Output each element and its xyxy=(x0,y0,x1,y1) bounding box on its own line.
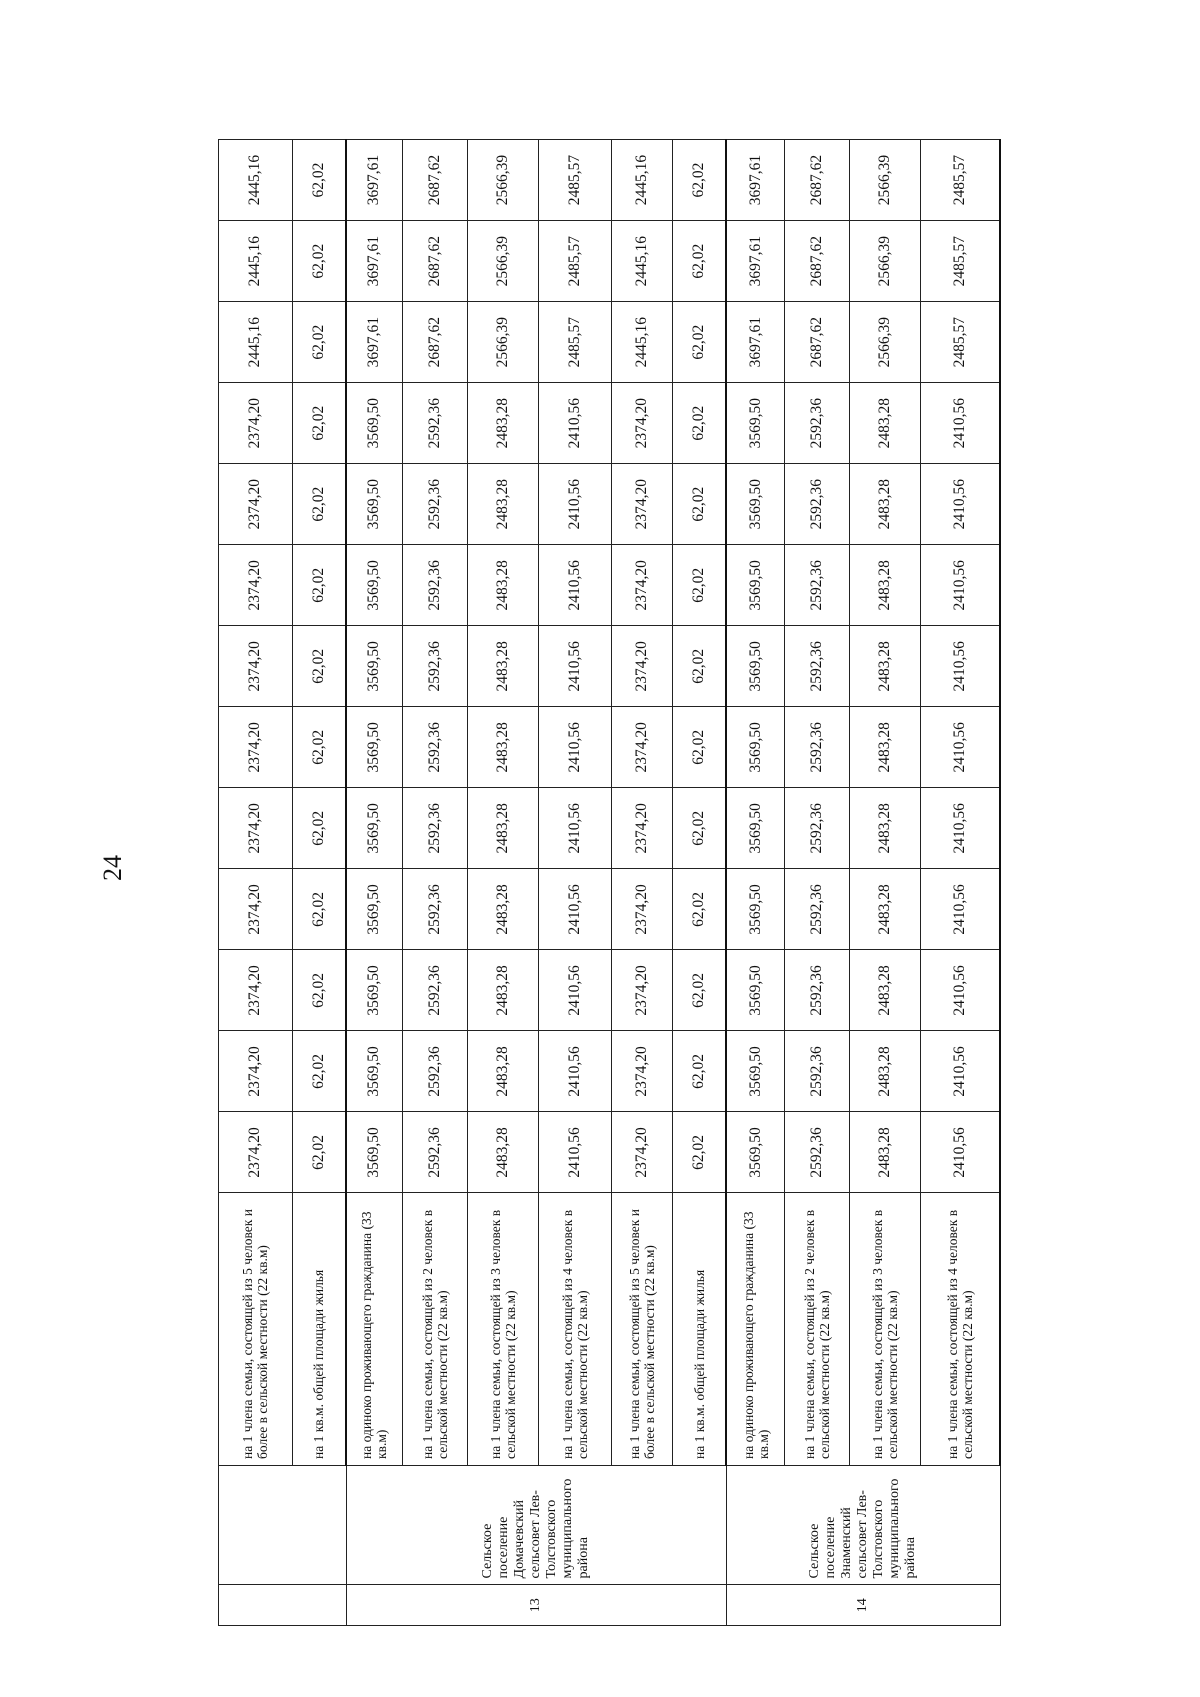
value-cell: 2374,20 xyxy=(219,545,293,626)
value-cell: 2374,20 xyxy=(612,464,673,545)
value-cell: 3697,61 xyxy=(346,140,402,221)
value-cell: 62,02 xyxy=(672,302,726,383)
value-cell: 3569,50 xyxy=(346,869,402,950)
value-cell: 62,02 xyxy=(292,626,346,707)
value-cell: 2592,36 xyxy=(402,626,467,707)
value-cell: 2445,16 xyxy=(612,140,673,221)
value-cell: 2410,56 xyxy=(538,545,612,626)
value-cell: 2410,56 xyxy=(921,545,1000,626)
value-cell: 2687,62 xyxy=(785,140,850,221)
row-label: на 1 члена семьи, состоящей из 5 человек и более в сельской местности (22 кв.м) xyxy=(612,1193,673,1465)
value-cell: 3569,50 xyxy=(346,464,402,545)
value-cell: 3697,61 xyxy=(346,221,402,302)
value-cell: 2445,16 xyxy=(219,302,293,383)
value-cell: 2592,36 xyxy=(402,464,467,545)
row-label: на 1 члена семьи, состоящей из 5 человек и более в сельской местности (22 кв.м) xyxy=(219,1193,293,1465)
value-cell: 62,02 xyxy=(672,707,726,788)
value-cell: 2374,20 xyxy=(219,869,293,950)
value-cell: 2410,56 xyxy=(921,788,1000,869)
value-cell: 2687,62 xyxy=(402,140,467,221)
row-label: на 1 члена семьи, состоящей из 2 человек в сельской местности (22 кв.м) xyxy=(402,1193,467,1465)
value-cell: 2374,20 xyxy=(612,788,673,869)
value-cell: 3569,50 xyxy=(346,626,402,707)
value-cell: 62,02 xyxy=(292,788,346,869)
row-label: на 1 кв.м. общей площади жилья xyxy=(292,1193,346,1465)
value-cell: 2592,36 xyxy=(402,707,467,788)
value-cell: 62,02 xyxy=(292,302,346,383)
value-cell: 2687,62 xyxy=(785,302,850,383)
value-cell: 2410,56 xyxy=(538,869,612,950)
value-cell: 2592,36 xyxy=(785,383,850,464)
value-cell: 3569,50 xyxy=(346,1112,402,1193)
table-row xyxy=(346,140,402,1626)
value-cell: 62,02 xyxy=(672,383,726,464)
value-cell: 62,02 xyxy=(672,464,726,545)
value-cell: 2374,20 xyxy=(219,1031,293,1112)
page-number: 24 xyxy=(98,855,127,881)
value-cell: 62,02 xyxy=(292,545,346,626)
row-label: на 1 члена семьи, состоящей из 3 человек в сельской местности (22 кв.м) xyxy=(467,1193,538,1465)
value-cell: 2410,56 xyxy=(921,1112,1000,1193)
value-cell: 2592,36 xyxy=(402,788,467,869)
value-cell: 2483,28 xyxy=(467,464,538,545)
table-row xyxy=(672,140,726,1626)
value-cell: 62,02 xyxy=(292,464,346,545)
value-cell: 62,02 xyxy=(292,1031,346,1112)
value-cell: 62,02 xyxy=(292,869,346,950)
table-row xyxy=(785,140,850,1626)
tariff-table-wrapper xyxy=(218,139,1001,1626)
value-cell: 3569,50 xyxy=(346,545,402,626)
value-cell: 2374,20 xyxy=(612,707,673,788)
value-cell: 3569,50 xyxy=(346,950,402,1031)
value-cell: 2445,16 xyxy=(612,221,673,302)
table-row xyxy=(726,140,784,1626)
settlement-name: Сельское поселение Домачевский сельсовет Лев-Толстовского муниципального района xyxy=(346,1465,726,1585)
value-cell: 2566,39 xyxy=(850,302,921,383)
row-label: на 1 члена семьи, состоящей из 4 человек в сельской местности (22 кв.м) xyxy=(538,1193,612,1465)
value-cell: 2485,57 xyxy=(921,302,1000,383)
value-cell: 2485,57 xyxy=(538,221,612,302)
value-cell: 2374,20 xyxy=(612,869,673,950)
value-cell: 62,02 xyxy=(672,626,726,707)
value-cell: 2483,28 xyxy=(850,383,921,464)
value-cell: 3569,50 xyxy=(726,1031,784,1112)
value-cell: 62,02 xyxy=(292,221,346,302)
value-cell: 2687,62 xyxy=(785,221,850,302)
value-cell: 3569,50 xyxy=(726,626,784,707)
table-row xyxy=(612,140,673,1626)
value-cell: 62,02 xyxy=(292,707,346,788)
value-cell: 2483,28 xyxy=(850,869,921,950)
value-cell: 2410,56 xyxy=(538,950,612,1031)
value-cell: 2410,56 xyxy=(538,707,612,788)
value-cell: 3569,50 xyxy=(726,383,784,464)
table-row xyxy=(467,140,538,1626)
value-cell: 2374,20 xyxy=(612,950,673,1031)
value-cell: 2687,62 xyxy=(402,221,467,302)
value-cell: 2566,39 xyxy=(467,302,538,383)
value-cell: 2410,56 xyxy=(921,950,1000,1031)
value-cell: 2374,20 xyxy=(219,464,293,545)
value-cell: 2592,36 xyxy=(402,950,467,1031)
value-cell: 2687,62 xyxy=(402,302,467,383)
value-cell: 3569,50 xyxy=(726,464,784,545)
value-cell: 2485,57 xyxy=(921,140,1000,221)
value-cell: 3569,50 xyxy=(726,869,784,950)
value-cell: 2485,57 xyxy=(921,221,1000,302)
value-cell: 2374,20 xyxy=(612,1031,673,1112)
value-cell: 2483,28 xyxy=(467,1031,538,1112)
value-cell: 2410,56 xyxy=(921,383,1000,464)
table-row xyxy=(219,140,293,1626)
value-cell: 2483,28 xyxy=(850,1031,921,1112)
value-cell: 2592,36 xyxy=(402,1112,467,1193)
value-cell: 2374,20 xyxy=(612,1112,673,1193)
value-cell: 3569,50 xyxy=(726,545,784,626)
value-cell: 2410,56 xyxy=(538,464,612,545)
value-cell: 3697,61 xyxy=(346,302,402,383)
value-cell: 2483,28 xyxy=(467,788,538,869)
tariff-table xyxy=(218,139,1001,1626)
value-cell: 2410,56 xyxy=(538,383,612,464)
value-cell: 2410,56 xyxy=(538,1112,612,1193)
value-cell: 2483,28 xyxy=(850,464,921,545)
settlement-name: Сельское поселение Знаменский сельсовет Лев-Толстовского муниципального района xyxy=(726,1465,1000,1585)
value-cell: 62,02 xyxy=(672,140,726,221)
value-cell: 2592,36 xyxy=(402,1031,467,1112)
value-cell: 2483,28 xyxy=(850,707,921,788)
value-cell: 2483,28 xyxy=(467,950,538,1031)
row-label: на 1 члена семьи, состоящей из 4 человек в сельской местности (22 кв.м) xyxy=(921,1193,1000,1465)
value-cell: 62,02 xyxy=(672,545,726,626)
value-cell: 2485,57 xyxy=(538,302,612,383)
group-index: 13 xyxy=(346,1585,726,1626)
value-cell: 2483,28 xyxy=(850,545,921,626)
value-cell: 3697,61 xyxy=(726,302,784,383)
value-cell: 2592,36 xyxy=(785,464,850,545)
value-cell: 2374,20 xyxy=(219,1112,293,1193)
value-cell: 2592,36 xyxy=(785,626,850,707)
value-cell: 2483,28 xyxy=(850,788,921,869)
value-cell: 2566,39 xyxy=(467,221,538,302)
value-cell: 2374,20 xyxy=(612,383,673,464)
table-row xyxy=(538,140,612,1626)
table-row xyxy=(921,140,1000,1626)
value-cell: 2592,36 xyxy=(785,869,850,950)
value-cell: 2445,16 xyxy=(612,302,673,383)
group-index: 14 xyxy=(726,1585,1000,1626)
value-cell: 3569,50 xyxy=(726,788,784,869)
row-label: на 1 члена семьи, состоящей из 3 человек в сельской местности (22 кв.м) xyxy=(850,1193,921,1465)
value-cell: 2566,39 xyxy=(850,140,921,221)
value-cell: 2374,20 xyxy=(612,545,673,626)
value-cell: 2592,36 xyxy=(402,545,467,626)
value-cell: 2374,20 xyxy=(219,383,293,464)
value-cell: 2592,36 xyxy=(785,950,850,1031)
value-cell: 2374,20 xyxy=(219,707,293,788)
table-row xyxy=(402,140,467,1626)
value-cell: 3569,50 xyxy=(346,788,402,869)
value-cell: 2410,56 xyxy=(921,707,1000,788)
value-cell: 3697,61 xyxy=(726,221,784,302)
value-cell: 62,02 xyxy=(672,950,726,1031)
value-cell: 2410,56 xyxy=(538,788,612,869)
value-cell: 2592,36 xyxy=(785,1112,850,1193)
value-cell: 2592,36 xyxy=(785,788,850,869)
value-cell: 62,02 xyxy=(672,1112,726,1193)
value-cell: 3569,50 xyxy=(346,383,402,464)
table-row xyxy=(850,140,921,1626)
value-cell: 2374,20 xyxy=(612,626,673,707)
value-cell: 2483,28 xyxy=(467,1112,538,1193)
value-cell: 2410,56 xyxy=(921,869,1000,950)
value-cell: 62,02 xyxy=(672,788,726,869)
value-cell: 62,02 xyxy=(292,1112,346,1193)
value-cell: 2483,28 xyxy=(467,383,538,464)
value-cell: 2374,20 xyxy=(219,626,293,707)
value-cell: 2592,36 xyxy=(785,1031,850,1112)
value-cell: 2592,36 xyxy=(785,707,850,788)
value-cell: 2485,57 xyxy=(538,140,612,221)
value-cell: 62,02 xyxy=(292,950,346,1031)
row-label: на 1 кв.м. общей площади жилья xyxy=(672,1193,726,1465)
value-cell: 3569,50 xyxy=(726,1112,784,1193)
value-cell: 3569,50 xyxy=(346,1031,402,1112)
value-cell: 2483,28 xyxy=(467,707,538,788)
value-cell: 2483,28 xyxy=(467,869,538,950)
value-cell: 2566,39 xyxy=(467,140,538,221)
value-cell: 3569,50 xyxy=(726,950,784,1031)
value-cell: 2445,16 xyxy=(219,140,293,221)
value-cell: 2592,36 xyxy=(402,383,467,464)
table-row xyxy=(292,140,346,1626)
value-cell: 2483,28 xyxy=(850,1112,921,1193)
value-cell: 62,02 xyxy=(292,140,346,221)
settlement-name xyxy=(219,1465,347,1585)
value-cell: 62,02 xyxy=(292,383,346,464)
value-cell: 62,02 xyxy=(672,1031,726,1112)
value-cell: 2483,28 xyxy=(850,626,921,707)
value-cell: 3697,61 xyxy=(726,140,784,221)
value-cell: 62,02 xyxy=(672,869,726,950)
value-cell: 3569,50 xyxy=(346,707,402,788)
value-cell: 2566,39 xyxy=(850,221,921,302)
value-cell: 62,02 xyxy=(672,221,726,302)
value-cell: 2445,16 xyxy=(219,221,293,302)
value-cell: 2483,28 xyxy=(850,950,921,1031)
value-cell: 2410,56 xyxy=(921,626,1000,707)
value-cell: 2592,36 xyxy=(402,869,467,950)
group-index xyxy=(219,1585,347,1626)
row-label: на одиноко проживающего гражданина (33 кв.м) xyxy=(346,1193,402,1465)
value-cell: 2374,20 xyxy=(219,950,293,1031)
row-label: на 1 члена семьи, состоящей из 2 человек в сельской местности (22 кв.м) xyxy=(785,1193,850,1465)
value-cell: 2410,56 xyxy=(538,626,612,707)
value-cell: 2410,56 xyxy=(921,464,1000,545)
value-cell: 2483,28 xyxy=(467,545,538,626)
value-cell: 2410,56 xyxy=(538,1031,612,1112)
value-cell: 2592,36 xyxy=(785,545,850,626)
value-cell: 2483,28 xyxy=(467,626,538,707)
row-label: на одиноко проживающего гражданина (33 кв.м) xyxy=(726,1193,784,1465)
value-cell: 2374,20 xyxy=(219,788,293,869)
value-cell: 3569,50 xyxy=(726,707,784,788)
value-cell: 2410,56 xyxy=(921,1031,1000,1112)
